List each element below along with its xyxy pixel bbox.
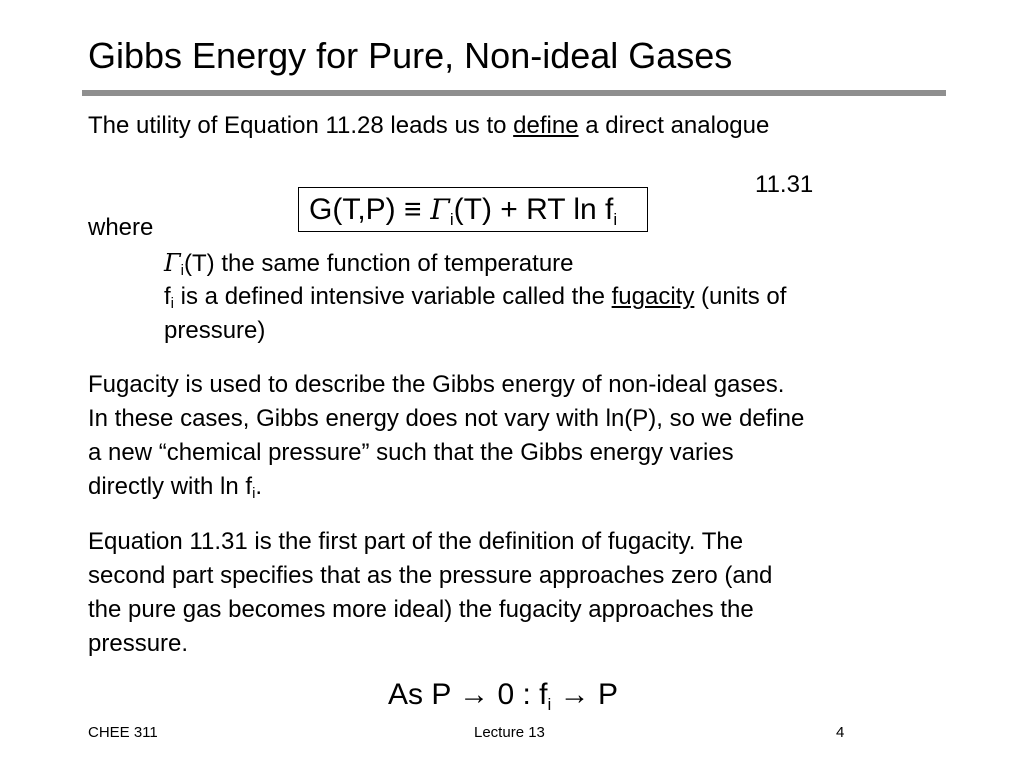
limit-c: P — [589, 678, 618, 711]
paragraph-1-line-2: In these cases, Gibbs energy does not vary with ln(P), so we define — [88, 405, 805, 432]
paragraph-2-line-1: Equation 11.31 is the first part of the definition of fugacity. The — [88, 528, 744, 555]
paragraph-1-line-4 — [88, 470, 262, 504]
intro-line — [88, 109, 769, 143]
f-def-text: is a defined intensive variable called the — [174, 283, 612, 310]
arrow-2: → — [551, 678, 590, 711]
paragraph-1-line-1: Fugacity is used to describe the Gibbs energy of non-ideal gases. — [88, 371, 785, 398]
p1-l4-text: directly with ln f — [88, 473, 253, 500]
fugacity-word: fugacity — [611, 283, 695, 310]
footer-page-number: 4 — [836, 724, 845, 741]
footer-lecture: Lecture 13 — [474, 724, 545, 741]
gamma-subscript: i — [449, 210, 454, 229]
title-divider — [82, 90, 946, 96]
f-subscript: i — [613, 210, 618, 229]
gamma-symbol: Γ — [421, 193, 450, 226]
equation-number: 11.31 — [755, 171, 814, 198]
p1-l4-subscript: i — [252, 485, 256, 502]
where-label: where — [88, 214, 154, 241]
gamma-def-subscript: i — [180, 262, 184, 279]
define-word: define — [513, 112, 579, 139]
gamma-definition — [164, 246, 574, 281]
paragraph-2-line-4: pressure. — [88, 630, 189, 657]
plus-symbol: + — [500, 193, 518, 226]
f-def-subscript: i — [170, 295, 175, 312]
fugacity-definition-cont: pressure) — [164, 317, 266, 344]
paragraph-2-line-2: second part specifies that as the pressure approaches zero (and — [88, 562, 773, 589]
f-def-symbol: f — [164, 283, 171, 310]
limit-equation — [388, 675, 618, 715]
identical-symbol: ≡ — [404, 193, 422, 226]
footer-course: CHEE 311 — [88, 724, 158, 741]
slide-title: Gibbs Energy for Pure, Non-ideal Gases — [88, 35, 733, 76]
eq-mid: (T) — [453, 193, 501, 226]
gibbs-fugacity-equation — [298, 187, 648, 232]
f-def-after: (units of — [694, 283, 787, 310]
limit-a: As P — [388, 678, 460, 711]
paragraph-2-line-3: the pure gas becomes more ideal) the fugacity approaches the — [88, 596, 754, 623]
paragraph-1-line-3: a new “chemical pressure” such that the Gibbs energy varies — [88, 439, 734, 466]
eq-rhs: RT ln f — [517, 193, 614, 226]
limit-b: 0 : f — [489, 678, 548, 711]
p1-l4-end: . — [255, 473, 263, 500]
eq-lhs: G(T,P) — [309, 193, 404, 226]
limit-subscript: i — [547, 695, 552, 714]
gamma-def-text: (T) the same function of temperature — [184, 250, 574, 277]
intro-text-end: a direct analogue — [578, 112, 770, 139]
gamma-def-symbol: Γ — [164, 249, 181, 277]
intro-text: The utility of Equation 11.28 leads us to — [88, 112, 514, 139]
fugacity-definition — [164, 280, 786, 314]
arrow-1: → — [459, 678, 490, 711]
